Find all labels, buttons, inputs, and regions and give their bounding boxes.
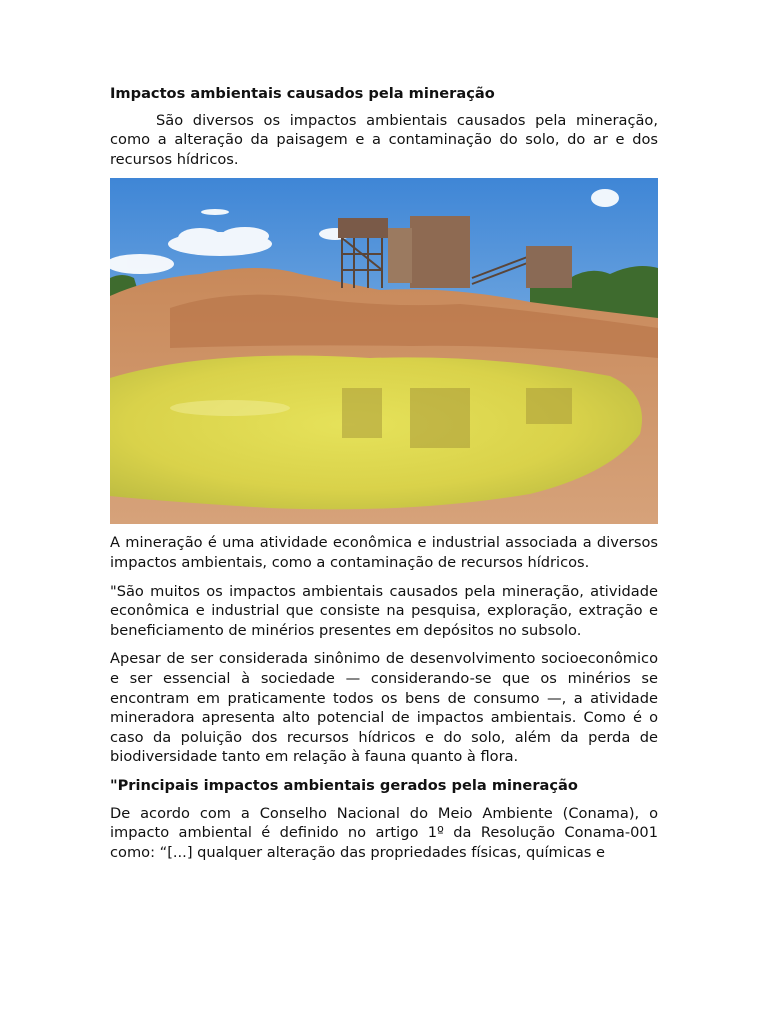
document-body xyxy=(110,84,658,871)
document-title: Impactos ambientais causados pela mineração xyxy=(110,85,495,102)
mine-landscape-photo-icon xyxy=(110,178,658,524)
paragraph-3: De acordo com a Conselho Nacional do Meio Ambiente (Conama), o impacto ambiental é definido no artigo 1º da Resolução Conama-001 como: “[...] qualquer alteração das propriedades físicas, químicas e xyxy=(110,804,658,861)
mine-photo xyxy=(110,178,658,524)
paragraph-1: "São muitos os impactos ambientais causados pela mineração, atividade econômica e industrial que consiste na pesquisa, exploração, extração e beneficiamento de minérios presentes em depósitos no subsolo. xyxy=(110,582,658,639)
intro-paragraph: São diversos os impactos ambientais causados pela mineração, como a alteração da paisagem e a contaminação do solo, do ar e dos recursos hídricos. xyxy=(110,111,658,168)
section-heading: "Principais impactos ambientais gerados pela mineração xyxy=(110,776,578,794)
photo-caption: A mineração é uma atividade econômica e industrial associada a diversos impactos ambientais, como a contaminação de recursos hídricos. xyxy=(110,534,658,571)
paragraph-2: Apesar de ser considerada sinônimo de desenvolvimento socioeconômico e ser essencial à sociedade — considerando-se que os minérios se encontram em praticamente todos os bens de consumo —, a atividade mineradora apresenta alto potencial de impactos ambientais. Como é o caso da poluição dos recursos hídricos e do solo, além da perda de biodiversidade tanto em relação à fauna quanto à flora. xyxy=(110,650,658,766)
